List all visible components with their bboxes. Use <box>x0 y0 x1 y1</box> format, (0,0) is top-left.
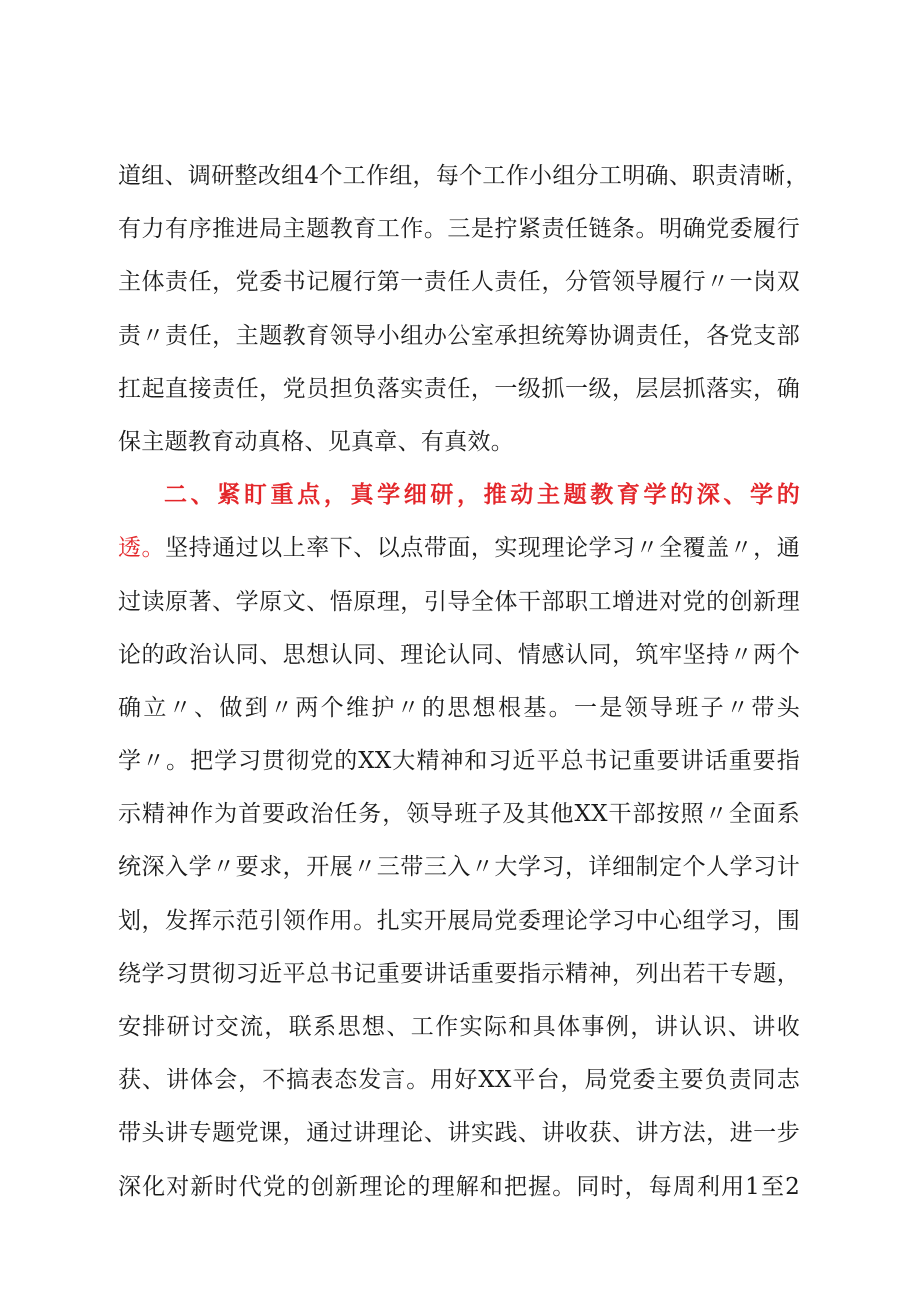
paragraph-line: 获、讲体会，不搞表态发言。用好XX平台，局党委主要负责同志 <box>118 1067 800 1094</box>
paragraph-line: 论的政治认同、思想认同、理论认同、情感认同，筑牢坚持〃两个 <box>118 641 800 668</box>
paragraph-line: 扛起直接责任，党员担负落实责任，一级抓一级，层层抓落实，确 <box>118 375 800 402</box>
paragraph-line: 带头讲专题党课，通过讲理论、讲实践、讲收获、讲方法，进一步 <box>118 1120 800 1147</box>
section-heading-continuation <box>118 522 800 575</box>
paragraph-text: 坚持通过以上率下、以点带面，实现理论学习〃全覆盖〃，通 <box>165 535 800 562</box>
paragraph-line: 安排研讨交流，联系思想、工作实际和具体事例，讲认识、讲收 <box>118 1014 800 1040</box>
paragraph-line: 划，发挥示范引领作用。扎实开展局党委理论学习中心组学习，围 <box>118 907 800 934</box>
section-heading: 二、紧盯重点，真学细研，推动主题教育学的深、学的 <box>164 482 800 509</box>
paragraph-line: 示精神作为首要政治任务，领导班子及其他XX干部按照〃全面系 <box>118 801 800 828</box>
paragraph-line: 深化对新时代党的创新理论的理解和把握。同时，每周利用1至2 <box>118 1173 800 1200</box>
paragraph-line: 有力有序推进局主题教育工作。三是拧紧责任链条。明确党委履行 <box>118 216 800 243</box>
paragraph-line: 保主题教育动真格、见真章、有真效。 <box>118 428 515 455</box>
paragraph-line: 学〃。把学习贯彻党的XX大精神和习近平总书记重要讲话重要指 <box>118 748 800 775</box>
paragraph-line: 过读原著、学原文、悟原理，引导全体干部职工增进对党的创新理 <box>118 588 800 615</box>
paragraph-line: 责〃责任，主题教育领导小组办公室承担统筹协调责任，各党支部 <box>118 322 800 349</box>
paragraph-line: 统深入学〃要求，开展〃三带三入〃大学习，详细制定个人学习计 <box>118 854 800 881</box>
section-heading-end: 透。 <box>118 535 166 562</box>
paragraph-line: 主体责任，党委书记履行第一责任人责任，分管领导履行〃一岗双 <box>118 269 800 296</box>
paragraph-line: 确立〃、做到〃两个维护〃的思想根基。一是领导班子〃带头 <box>118 694 800 721</box>
paragraph-line: 道组、调研整改组4个工作组，每个工作小组分工明确、职责清晰， <box>118 163 809 189</box>
paragraph-line: 绕学习贯彻习近平总书记重要讲话重要指示精神，列出若干专题， <box>118 960 800 987</box>
document-body <box>118 150 809 1214</box>
